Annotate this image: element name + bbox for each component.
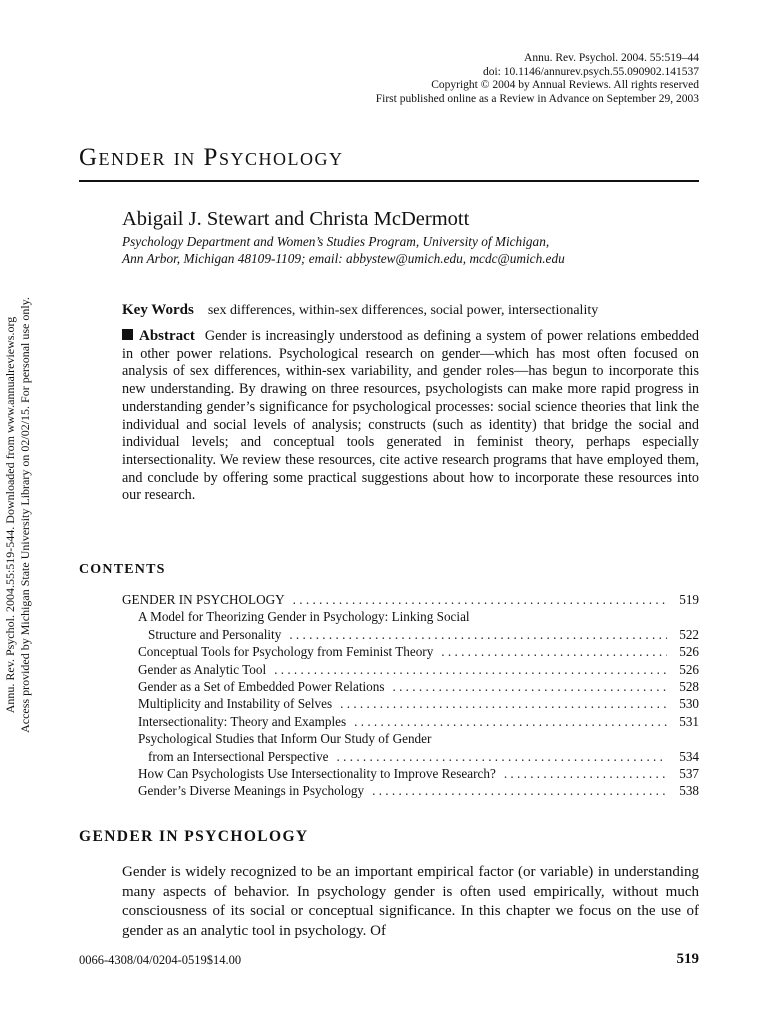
toc-entry-title: How Can Psychologists Use Intersectionality to Improve Research? — [138, 765, 496, 781]
publication-date: First published online as a Review in Advance on September 29, 2003 — [375, 92, 699, 105]
author-affiliation — [122, 234, 702, 267]
toc-entry-page: 534 — [679, 748, 699, 764]
affiliation-line-2: Ann Arbor, Michigan 48109-1109; email: abbystew@umich.edu, mcdc@umich.edu — [122, 250, 565, 266]
keywords-block — [122, 301, 702, 320]
toc-entry[interactable] — [122, 748, 699, 765]
article-authors: Abigail J. Stewart and Christa McDermott — [122, 208, 470, 230]
toc-entry-title: A Model for Theorizing Gender in Psychology: Linking Social — [138, 609, 470, 625]
toc-entry-page: 526 — [679, 661, 699, 677]
contents-heading: CONTENTS — [79, 562, 166, 577]
toc-leader-dots — [504, 765, 667, 782]
toc-entry-title: Gender as Analytic Tool — [138, 661, 267, 677]
toc-entry-title: from an Intersectional Perspective — [148, 748, 329, 764]
download-notice-line-2: Access provided by Michigan State University Library on 02/02/15. For personal use only. — [17, 297, 32, 733]
table-of-contents — [122, 591, 699, 800]
toc-entry[interactable] — [122, 713, 699, 730]
toc-entry-page: 537 — [679, 765, 699, 781]
toc-leader-dots — [392, 678, 667, 695]
toc-entry-page: 522 — [679, 626, 699, 642]
footer-code: 0066-4308/04/0204-0519$14.00 — [79, 953, 242, 967]
toc-leader-dots — [337, 748, 667, 765]
toc-entry[interactable] — [122, 678, 699, 695]
abstract-bullet-icon — [122, 329, 133, 340]
doi-text[interactable]: doi: 10.1146/annurev.psych.55.090902.141537 — [482, 65, 699, 78]
toc-entry-page: 530 — [679, 696, 699, 712]
toc-entry-page: 538 — [679, 783, 699, 799]
toc-entry-title: Gender as a Set of Embedded Power Relations — [138, 678, 385, 694]
download-notice-line-1: Annu. Rev. Psychol. 2004.55:519-544. Downloaded from www.annualreviews.org — [3, 316, 17, 714]
toc-entry-title: Gender’s Diverse Meanings in Psychology — [138, 783, 365, 799]
toc-entry[interactable] — [122, 626, 699, 643]
toc-entry[interactable] — [122, 782, 699, 799]
toc-leader-dots — [340, 695, 667, 712]
section-heading: GENDER IN PSYCHOLOGY — [79, 828, 309, 845]
toc-entry-page: 519 — [679, 592, 699, 607]
toc-entry-title: Structure and Personality — [148, 626, 282, 642]
toc-leader-dots — [354, 713, 667, 730]
toc-entry-page: 526 — [679, 644, 699, 660]
toc-entry[interactable] — [122, 608, 699, 625]
affiliation-line-1: Psychology Department and Women’s Studies Program, University of Michigan, — [122, 234, 550, 249]
abstract-text: Gender is increasingly understood as defining a system of power relations embedded in other power relations. Psychological research on gender—which has most often focused on analysis of sex differences, within-sex variability, and gender roles—has begun to incorporate this new understanding. By drawing on three resources, psychologists can make more rapid progress in understanding gender’s significance for psychological processes: social science theories that link the individual and social levels of analysis; constructs (such as identity) that bridge the social and individual levels; and conceptual tools generated in feminist theory, perhaps especially intersectionality. We review these resources, cite active research programs that have employed them, and conclude by offering some practical suggestions about how to incorporate these resources into our research. — [122, 328, 699, 504]
toc-entry[interactable] — [122, 661, 699, 678]
journal-header — [179, 52, 699, 106]
abstract-label: Abstract — [139, 328, 195, 344]
toc-leader-dots — [441, 643, 667, 660]
toc-entry[interactable] — [122, 730, 699, 747]
toc-entry-title: Intersectionality: Theory and Examples — [138, 713, 347, 729]
abstract-block — [122, 328, 699, 505]
toc-entry[interactable] — [122, 643, 699, 660]
toc-entry-title: Psychological Studies that Inform Our Study of Gender — [138, 731, 432, 747]
toc-leader-dots — [293, 591, 667, 608]
toc-entry-page: 531 — [679, 713, 699, 729]
toc-entry-title: GENDER IN PSYCHOLOGY — [122, 592, 285, 607]
toc-entry[interactable] — [122, 765, 699, 782]
toc-leader-dots — [274, 661, 667, 678]
toc-entry[interactable] — [122, 591, 699, 608]
title-divider — [79, 180, 699, 182]
journal-citation: Annu. Rev. Psychol. 2004. 55:519–44 — [524, 52, 699, 64]
toc-entry[interactable] — [122, 695, 699, 712]
download-notice — [3, 285, 32, 745]
toc-entry-title: Multiplicity and Instability of Selves — [138, 696, 333, 712]
toc-entry-page: 528 — [679, 678, 699, 694]
page-number: 519 — [676, 951, 699, 967]
keywords-label: Key Words — [122, 302, 194, 318]
article-title: Gender in Psychology — [79, 144, 344, 171]
toc-entry-title: Conceptual Tools for Psychology from Feminist Theory — [138, 644, 434, 660]
body-paragraph: Gender is widely recognized to be an important empirical factor (or variable) in understanding many aspects of behavior. In psychology gender is often used empirically, without much consciousness of its social or conceptual significance. In this chapter we focus on the use of gender as an analytic tool in psychology. Of — [122, 864, 699, 939]
toc-leader-dots — [289, 626, 667, 643]
keywords-list: sex differences, within-sex differences, social power, intersectionality — [207, 303, 599, 318]
toc-leader-dots — [372, 782, 667, 799]
copyright-text: Copyright © 2004 by Annual Reviews. All rights reserved — [431, 79, 699, 92]
